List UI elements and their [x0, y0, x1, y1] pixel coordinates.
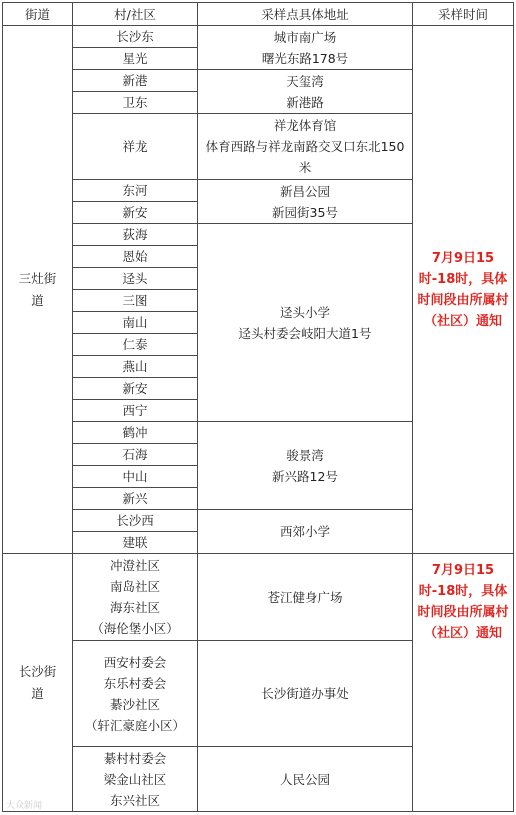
village-cell: 荻海	[73, 224, 198, 246]
village-cell: 恩始	[73, 246, 198, 268]
village-cell: 鹤冲	[73, 422, 198, 444]
village-cell: 燕山	[73, 356, 198, 378]
village-cell: 中山	[73, 466, 198, 488]
village-cell: 南山	[73, 312, 198, 334]
village-cell: 仁泰	[73, 334, 198, 356]
site-cell: 新昌公园 新园街35号	[198, 180, 413, 224]
village-cell: 新安	[73, 378, 198, 400]
street-cell	[3, 26, 73, 554]
village-cell: 卫东	[73, 92, 198, 114]
site-cell: 祥龙体育馆 体育西路与祥龙南路交叉口东北150米	[198, 114, 413, 180]
village-cell: 新兴	[73, 488, 198, 510]
street-cell	[3, 554, 73, 812]
table-header-row	[3, 3, 514, 26]
street-name: 长沙街道	[18, 663, 57, 701]
sampling-time-text: 7月9日15时-18时，具体时间段由所属村（社区）通知	[417, 250, 509, 329]
village-cell: 西安村委会 东乐村委会 綦沙社区 （轩汇豪庭小区）	[73, 641, 198, 747]
table-row	[3, 26, 514, 48]
village-cell: 东河	[73, 180, 198, 202]
village-cell: 新港	[73, 70, 198, 92]
sampling-time-text: 7月9日15时-18时，具体时间段由所属村（社区）通知	[417, 563, 509, 641]
table-row	[3, 554, 514, 641]
sampling-time-cell	[413, 554, 514, 812]
village-cell: 长沙东	[73, 26, 198, 48]
site-cell: 苍江健身广场	[198, 554, 413, 641]
village-cell: 祥龙	[73, 114, 198, 180]
village-cell: 建联	[73, 532, 198, 554]
site-cell: 城市南广场 曙光东路178号	[198, 26, 413, 70]
watermark: 大众新闻	[6, 801, 43, 811]
header-site: 采样点具体地址	[198, 3, 413, 26]
site-cell: 骏景湾 新兴路12号	[198, 422, 413, 510]
village-cell: 三图	[73, 290, 198, 312]
village-cell: 迳头	[73, 268, 198, 290]
site-cell: 长沙街道办事处	[198, 641, 413, 747]
header-street: 街道	[3, 3, 73, 26]
village-cell: 冲澄社区 南岛社区 海东社区 （海伦堡小区）	[73, 554, 198, 641]
sampling-time-cell	[413, 26, 514, 554]
village-cell: 新安	[73, 202, 198, 224]
village-cell: 西宁	[73, 400, 198, 422]
header-time: 采样时间	[413, 3, 514, 26]
header-village: 村/社区	[73, 3, 198, 26]
street-name: 三灶街道	[18, 270, 57, 308]
village-cell: 星光	[73, 48, 198, 70]
village-cell: 石海	[73, 444, 198, 466]
site-cell: 迳头小学 迳头村委会岐阳大道1号	[198, 224, 413, 422]
village-cell: 长沙西	[73, 510, 198, 532]
site-cell: 人民公园	[198, 747, 413, 812]
site-cell: 西郊小学	[198, 510, 413, 554]
sampling-schedule-table	[2, 2, 514, 812]
village-cell: 綦村村委会 梁金山社区 东兴社区	[73, 747, 198, 812]
site-cell: 天玺湾 新港路	[198, 70, 413, 114]
